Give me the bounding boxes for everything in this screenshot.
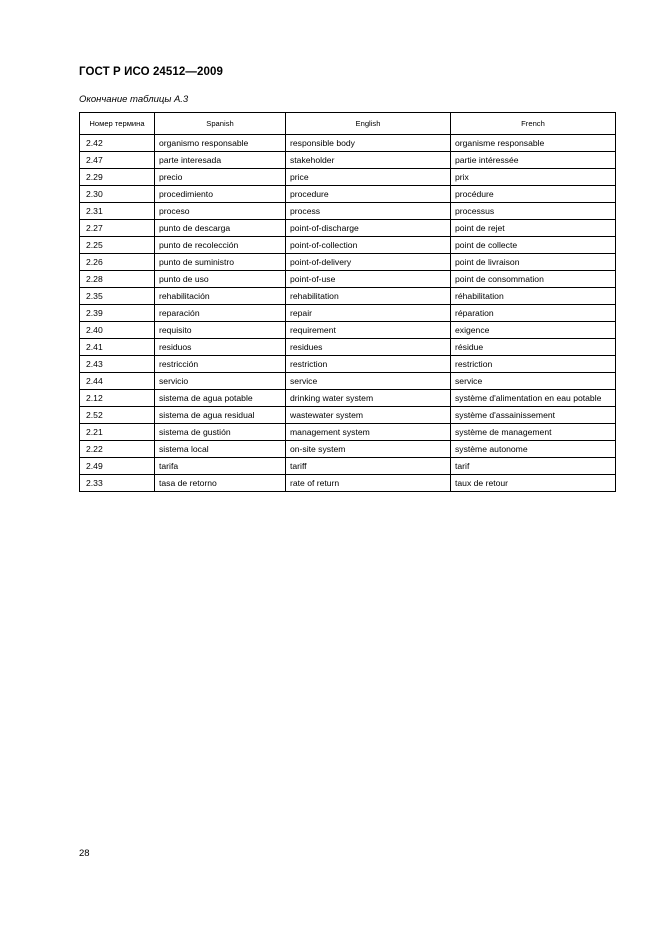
- spanish-term: sistema local: [155, 441, 286, 458]
- spanish-term: residuos: [155, 339, 286, 356]
- spanish-term: tarifa: [155, 458, 286, 475]
- spanish-term: requisito: [155, 322, 286, 339]
- spanish-term: procedimiento: [155, 186, 286, 203]
- term-number: 2.29: [80, 169, 155, 186]
- term-number: 2.21: [80, 424, 155, 441]
- french-term: système d'alimentation en eau potable: [451, 390, 616, 407]
- term-number: 2.35: [80, 288, 155, 305]
- french-term: restriction: [451, 356, 616, 373]
- spanish-term: sistema de agua residual: [155, 407, 286, 424]
- french-term: point de consommation: [451, 271, 616, 288]
- table-row: [80, 203, 616, 220]
- english-term: procedure: [286, 186, 451, 203]
- english-term: service: [286, 373, 451, 390]
- french-term: système de management: [451, 424, 616, 441]
- english-term: price: [286, 169, 451, 186]
- english-term: point-of-discharge: [286, 220, 451, 237]
- table-row: [80, 186, 616, 203]
- spanish-term: proceso: [155, 203, 286, 220]
- term-number: 2.44: [80, 373, 155, 390]
- english-term: stakeholder: [286, 152, 451, 169]
- spanish-term: servicio: [155, 373, 286, 390]
- french-term: système autonome: [451, 441, 616, 458]
- table-row: [80, 390, 616, 407]
- table-row: [80, 271, 616, 288]
- french-term: service: [451, 373, 616, 390]
- document-header: ГОСТ Р ИСО 24512—2009: [79, 66, 224, 78]
- french-term: résidue: [451, 339, 616, 356]
- english-term: point-of-collection: [286, 237, 451, 254]
- spanish-term: rehabilitación: [155, 288, 286, 305]
- english-term: repair: [286, 305, 451, 322]
- english-term: process: [286, 203, 451, 220]
- term-number: 2.30: [80, 186, 155, 203]
- terms-table: [79, 112, 616, 492]
- english-term: point-of-use: [286, 271, 451, 288]
- spanish-term: punto de recolección: [155, 237, 286, 254]
- english-term: responsible body: [286, 135, 451, 152]
- term-number: 2.31: [80, 203, 155, 220]
- table-row: [80, 475, 616, 492]
- table-body: [80, 135, 616, 492]
- english-term: residues: [286, 339, 451, 356]
- english-term: requirement: [286, 322, 451, 339]
- header-row: [80, 113, 616, 135]
- english-term: management system: [286, 424, 451, 441]
- term-number: 2.41: [80, 339, 155, 356]
- term-number: 2.22: [80, 441, 155, 458]
- table-row: [80, 356, 616, 373]
- table-row: [80, 135, 616, 152]
- spanish-term: organismo responsable: [155, 135, 286, 152]
- table-row: [80, 373, 616, 390]
- english-term: wastewater system: [286, 407, 451, 424]
- table-row: [80, 322, 616, 339]
- term-number: 2.26: [80, 254, 155, 271]
- page-number: 28: [79, 848, 90, 859]
- spanish-term: punto de uso: [155, 271, 286, 288]
- table-row: [80, 339, 616, 356]
- french-term: réparation: [451, 305, 616, 322]
- spanish-term: sistema de gustión: [155, 424, 286, 441]
- french-term: point de rejet: [451, 220, 616, 237]
- table-row: [80, 305, 616, 322]
- french-term: tarif: [451, 458, 616, 475]
- spanish-term: parte interesada: [155, 152, 286, 169]
- spanish-term: punto de suministro: [155, 254, 286, 271]
- term-number: 2.25: [80, 237, 155, 254]
- french-term: procédure: [451, 186, 616, 203]
- english-term: rate of return: [286, 475, 451, 492]
- french-term: prix: [451, 169, 616, 186]
- table-row: [80, 152, 616, 169]
- table-row: [80, 407, 616, 424]
- english-term: drinking water system: [286, 390, 451, 407]
- term-number: 2.49: [80, 458, 155, 475]
- column-header-english: English: [286, 113, 451, 135]
- table-row: [80, 220, 616, 237]
- french-term: partie intéressée: [451, 152, 616, 169]
- table-row: [80, 288, 616, 305]
- term-number: 2.47: [80, 152, 155, 169]
- table-row: [80, 441, 616, 458]
- french-term: organisme responsable: [451, 135, 616, 152]
- table-row: [80, 169, 616, 186]
- french-term: réhabilitation: [451, 288, 616, 305]
- table-row: [80, 254, 616, 271]
- english-term: on-site system: [286, 441, 451, 458]
- term-number: 2.33: [80, 475, 155, 492]
- column-header-spanish: Spanish: [155, 113, 286, 135]
- english-term: tariff: [286, 458, 451, 475]
- column-header-term-number: Номер термина: [80, 113, 155, 135]
- french-term: taux de retour: [451, 475, 616, 492]
- spanish-term: sistema de agua potable: [155, 390, 286, 407]
- term-number: 2.12: [80, 390, 155, 407]
- english-term: rehabilitation: [286, 288, 451, 305]
- term-number: 2.28: [80, 271, 155, 288]
- french-term: exigence: [451, 322, 616, 339]
- spanish-term: punto de descarga: [155, 220, 286, 237]
- spanish-term: reparación: [155, 305, 286, 322]
- french-term: point de livraison: [451, 254, 616, 271]
- table-row: [80, 237, 616, 254]
- table-row: [80, 458, 616, 475]
- spanish-term: restricción: [155, 356, 286, 373]
- french-term: système d'assainissement: [451, 407, 616, 424]
- column-header-french: French: [451, 113, 616, 135]
- term-number: 2.40: [80, 322, 155, 339]
- term-number: 2.39: [80, 305, 155, 322]
- term-number: 2.52: [80, 407, 155, 424]
- table-caption: Окончание таблицы А.3: [79, 94, 189, 105]
- table-header: [80, 113, 616, 135]
- term-number: 2.42: [80, 135, 155, 152]
- table-row: [80, 424, 616, 441]
- spanish-term: tasa de retorno: [155, 475, 286, 492]
- french-term: point de collecte: [451, 237, 616, 254]
- english-term: point-of-delivery: [286, 254, 451, 271]
- spanish-term: precio: [155, 169, 286, 186]
- term-number: 2.27: [80, 220, 155, 237]
- french-term: processus: [451, 203, 616, 220]
- english-term: restriction: [286, 356, 451, 373]
- term-number: 2.43: [80, 356, 155, 373]
